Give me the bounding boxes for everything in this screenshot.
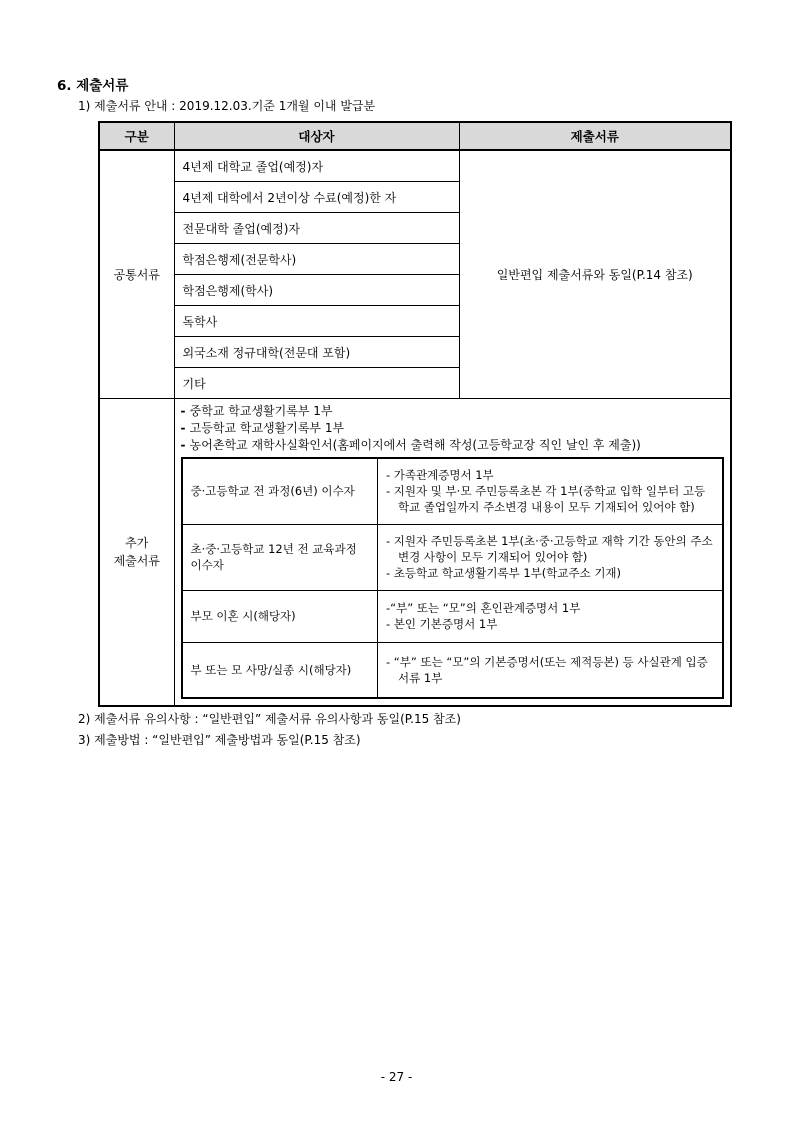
doc-line: - 초등학교 학교생활기록부 1부(학교주소 기재) <box>386 566 622 580</box>
doc-line: - 지원자 주민등록초본 1부(초·중·고등학교 재학 기간 동안의 주소변경 사항이 모두 기재되어 있어야 함) <box>386 534 713 564</box>
extra-label-line1: 추가 <box>125 536 149 550</box>
target-cell: 학점은행제(전문학사) <box>174 244 459 275</box>
case-docs <box>378 590 724 642</box>
target-cell: 4년제 대학에서 2년이상 수료(예정)한 자 <box>174 182 459 213</box>
case-cell: 중·고등학교 전 과정(6년) 이수자 <box>182 458 378 524</box>
case-cell: 초·중·고등학교 12년 전 교육과정 이수자 <box>182 524 378 590</box>
doc-line: - 지원자 및 부·모 주민등록초본 각 1부(중학교 입학 일부터 고등학교 졸업일까지 주소변경 내용이 모두 기재되어 있어야 함) <box>386 484 706 515</box>
section-heading: 6. 제출서류 <box>57 78 129 94</box>
case-cell: 부모 이혼 시(해당자) <box>182 590 378 642</box>
target-cell: 기타 <box>174 368 459 399</box>
doc-line: -“부” 또는 “모”의 혼인관계증명서 1부 <box>386 601 581 615</box>
list-item: - 농어촌학교 재학사실확인서(홈페이지에서 출력해 작성(고등학교장 직인 날인 후 제출)) <box>181 437 725 454</box>
target-cell: 전문대학 졸업(예정)자 <box>174 213 459 244</box>
table-row <box>99 399 731 707</box>
note-precautions: 2) 제출서류 유의사항 : “일반편입” 제출서류 유의사항과 동일(P.15 참조) <box>78 712 461 726</box>
case-docs <box>378 524 724 590</box>
table-row <box>182 642 724 698</box>
page-number: - 27 - <box>380 1070 413 1084</box>
target-cell: 학점은행제(학사) <box>174 275 459 306</box>
extra-label <box>99 399 174 707</box>
documents-table <box>98 121 732 707</box>
subtitle: 1) 제출서류 안내 : 2019.12.03.기준 1개월 이내 발급분 <box>78 99 376 113</box>
header-documents: 제출서류 <box>459 122 731 150</box>
target-cell: 외국소재 정규대학(전문대 포함) <box>174 337 459 368</box>
header-target: 대상자 <box>174 122 459 150</box>
table-row <box>182 458 724 524</box>
case-docs <box>378 458 724 524</box>
case-cell: 부 또는 모 사망/실종 시(해당자) <box>182 642 378 698</box>
table-header-row <box>99 122 731 150</box>
case-docs <box>378 642 724 698</box>
doc-line: - 가족관계증명서 1부 <box>386 468 494 483</box>
extra-docs-list <box>181 403 725 454</box>
table-row <box>182 590 724 642</box>
list-item: - 중학교 학교생활기록부 1부 <box>181 403 725 420</box>
table-row <box>99 150 731 182</box>
common-label: 공통서류 <box>99 150 174 399</box>
extra-docs-cell <box>174 399 731 707</box>
table-row <box>182 524 724 590</box>
extra-cases-table <box>181 457 725 699</box>
common-docs: 일반편입 제출서류와 동일(P.14 참조) <box>459 150 731 399</box>
target-cell: 4년제 대학교 졸업(예정)자 <box>174 150 459 182</box>
note-method: 3) 제출방법 : “일반편입” 제출방법과 동일(P.15 참조) <box>78 733 361 747</box>
list-item: - 고등학교 학교생활기록부 1부 <box>181 420 725 437</box>
doc-line: - “부” 또는 “모”의 기본증명서(또는 제적등본) 등 사실관계 입증서류 1부 <box>386 654 708 685</box>
extra-label-line2: 제출서류 <box>113 554 160 568</box>
target-cell: 독학사 <box>174 306 459 337</box>
doc-line: - 본인 기본증명서 1부 <box>386 617 498 631</box>
header-category: 구분 <box>99 122 174 150</box>
